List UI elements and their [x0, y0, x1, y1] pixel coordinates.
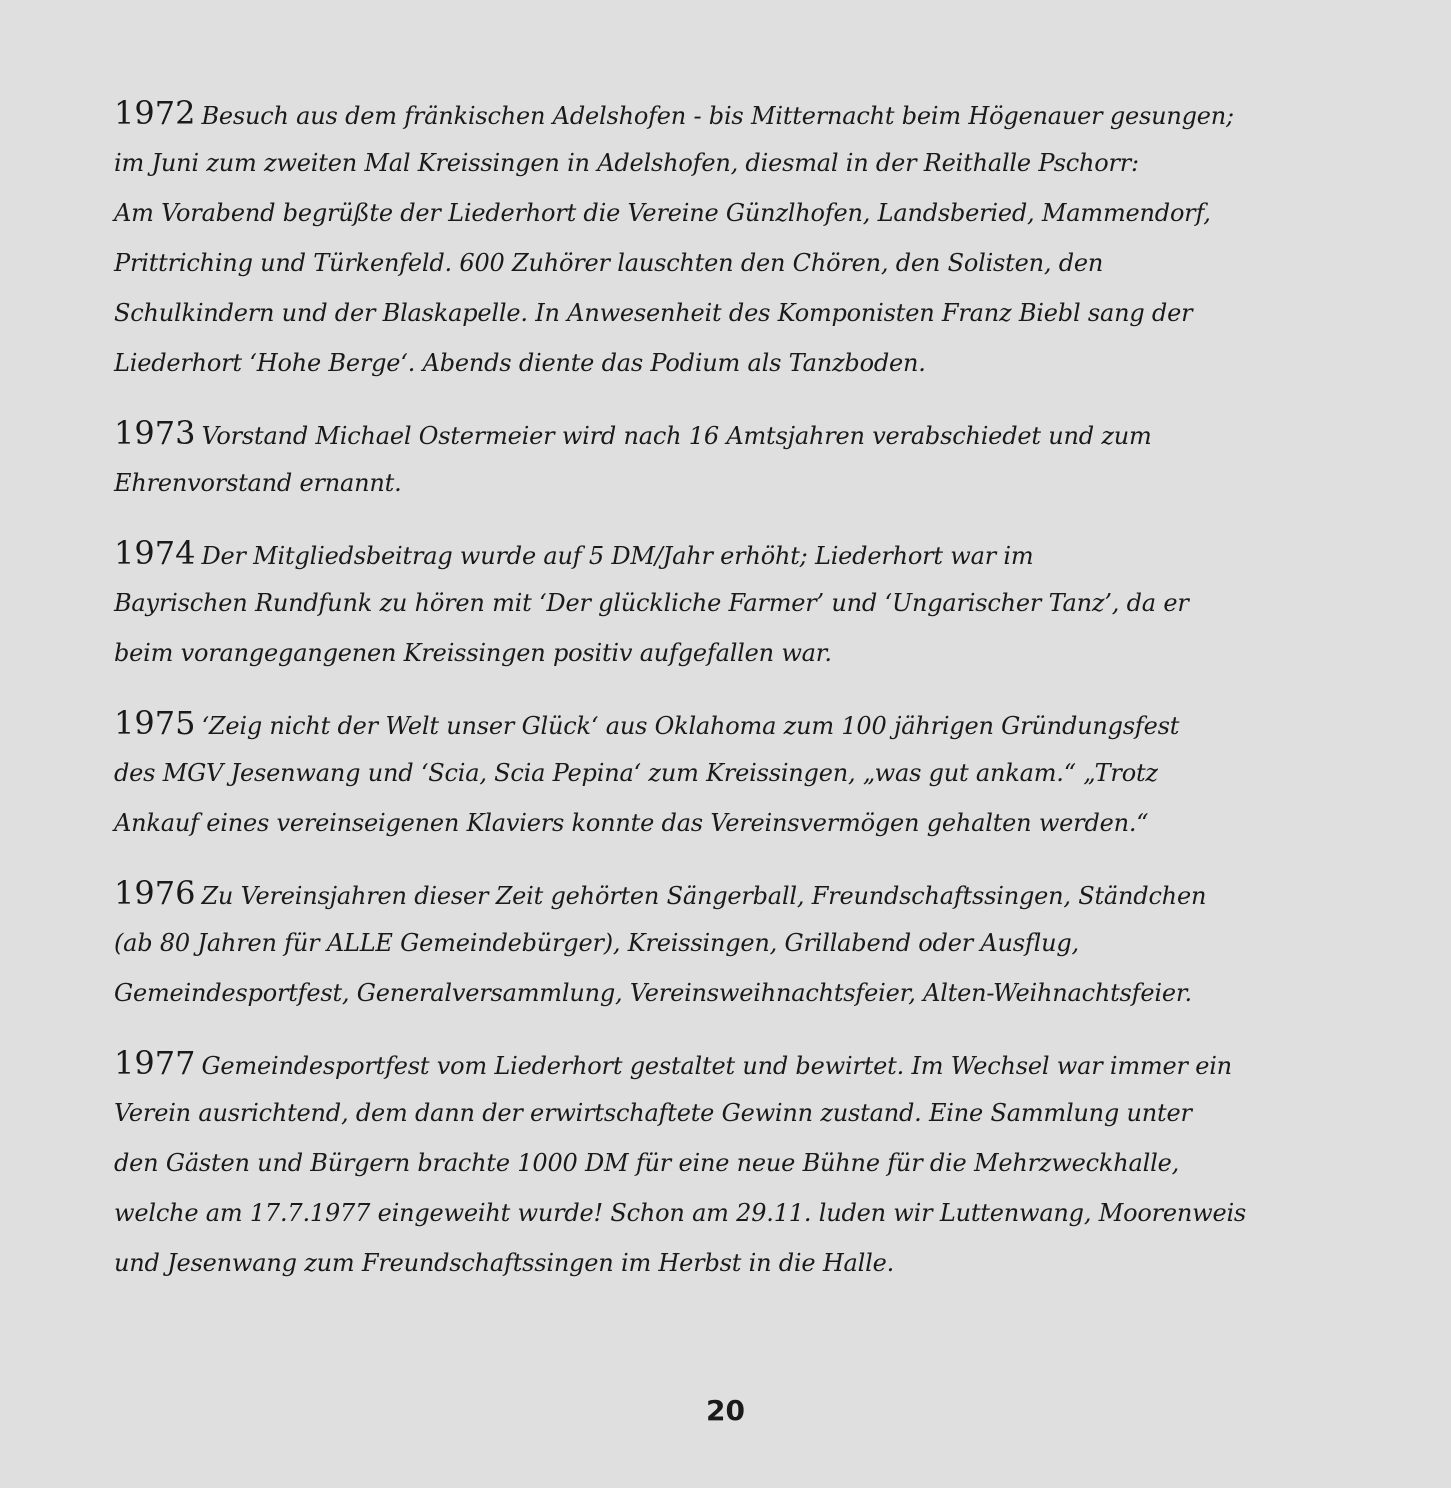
- entry-text: Der Mitgliedsbeitrag wurde auf 5 DM/Jahr erhöht; Liederhort war im: [201, 542, 1034, 570]
- chronicle-page: [114, 88, 1404, 1308]
- entry-line: Bayrischen Rundfunk zu hören mit ‘Der glückliche Farmer’ und ‘Ungarischer Tanz’, da er: [114, 589, 1189, 617]
- entry-line: und Jesenwang zum Freundschaftssingen im Herbst in die Halle.: [114, 1249, 895, 1277]
- entry-text: ‘Zeig nicht der Welt unser Glück‘ aus Oklahoma zum 100 jährigen Gründungsfest: [201, 712, 1180, 740]
- entry-text: Gemeindesportfest vom Liederhort gestaltet und bewirtet. Im Wechsel war immer ein: [201, 1052, 1232, 1080]
- entry-line: (ab 80 Jahren für ALLE Gemeindebürger), Kreissingen, Grillabend oder Ausflug,: [114, 929, 1079, 957]
- page-number: 20: [706, 1394, 745, 1427]
- chronicle-entry-1972: [114, 88, 1404, 388]
- entry-year: 1973: [114, 414, 196, 452]
- entry-line: [114, 698, 1404, 748]
- entry-line: Am Vorabend begrüßte der Liederhort die Vereine Günzlhofen, Landsberied, Mammendorf,: [114, 199, 1211, 227]
- entry-line: Ankauf eines vereinseigenen Klaviers konnte das Vereinsvermögen gehalten werden.“: [114, 809, 1149, 837]
- entry-line: [114, 528, 1404, 578]
- entry-line: [114, 1038, 1404, 1088]
- chronicle-entry-1973: [114, 408, 1404, 508]
- entry-year: 1975: [114, 704, 196, 742]
- entry-line: [114, 868, 1404, 918]
- chronicle-entry-1977: [114, 1038, 1404, 1288]
- entry-line: welche am 17.7.1977 eingeweiht wurde! Schon am 29.11. luden wir Luttenwang, Moorenweis: [114, 1199, 1247, 1227]
- entry-line: den Gästen und Bürgern brachte 1000 DM für eine neue Bühne für die Mehrzweckhalle,: [114, 1149, 1179, 1177]
- entry-line: Gemeindesportfest, Generalversammlung, Vereinsweihnachtsfeier, Alten-Weihnachtsfeier.: [114, 979, 1192, 1007]
- entry-line: Ehrenvorstand ernannt.: [114, 469, 402, 497]
- entry-year: 1972: [114, 94, 196, 132]
- entry-line: Schulkindern und der Blaskapelle. In Anwesenheit des Komponisten Franz Biebl sang der: [114, 299, 1193, 327]
- chronicle-entry-1974: [114, 528, 1404, 678]
- entry-line: [114, 408, 1404, 458]
- entry-year: 1974: [114, 534, 196, 572]
- entry-line: Verein ausrichtend, dem dann der erwirtschaftete Gewinn zustand. Eine Sammlung unter: [114, 1099, 1192, 1127]
- entry-line: Prittriching und Türkenfeld. 600 Zuhörer lauschten den Chören, den Solisten, den: [114, 249, 1104, 277]
- entry-text: Vorstand Michael Ostermeier wird nach 16 Amtsjahren verabschiedet und zum: [201, 422, 1152, 450]
- chronicle-entry-1976: [114, 868, 1404, 1018]
- entry-year: 1977: [114, 1044, 196, 1082]
- entry-text: Zu Vereinsjahren dieser Zeit gehörten Sängerball, Freundschaftssingen, Ständchen: [201, 882, 1207, 910]
- entry-text: Besuch aus dem fränkischen Adelshofen - bis Mitternacht beim Högenauer gesungen;: [201, 102, 1234, 130]
- entry-line: [114, 88, 1404, 138]
- chronicle-entry-1975: [114, 698, 1404, 848]
- entry-line: beim vorangegangenen Kreissingen positiv aufgefallen war.: [114, 639, 832, 667]
- entry-line: Liederhort ‘Hohe Berge‘. Abends diente das Podium als Tanzboden.: [114, 349, 926, 377]
- entry-line: des MGV Jesenwang und ‘Scia, Scia Pepina‘ zum Kreissingen, „was gut ankam.“ „Trotz: [114, 759, 1158, 787]
- entry-year: 1976: [114, 874, 196, 912]
- entry-line: im Juni zum zweiten Mal Kreissingen in Adelshofen, diesmal in der Reithalle Pschorr:: [114, 149, 1139, 177]
